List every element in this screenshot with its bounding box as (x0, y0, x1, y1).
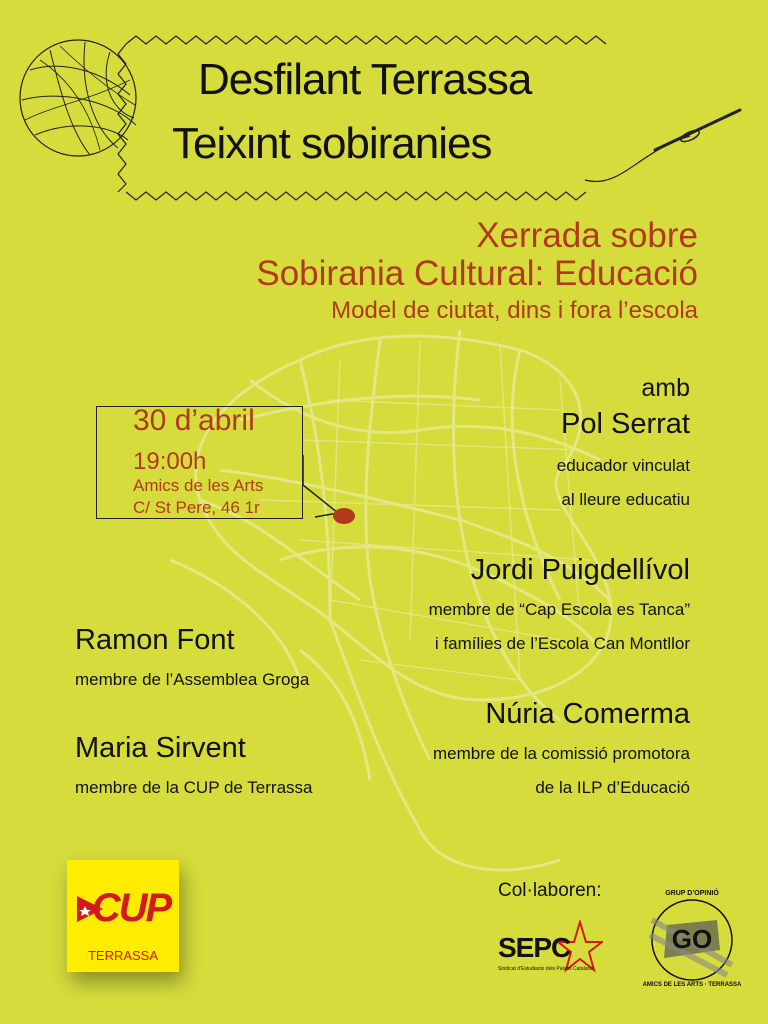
speaker-role-pol-2: al lleure educatiu (561, 490, 690, 509)
sepc-logo (498, 920, 603, 975)
event-time: 19:00h (133, 448, 207, 475)
go-logo-text: GO (671, 924, 713, 954)
event-date: 30 d’abril (133, 404, 255, 437)
talk-subject: Sobirania Cultural: Educació (256, 254, 698, 293)
speaker-name-ramon: Ramon Font (75, 624, 235, 656)
go-ring-top-text: GRUP D’OPINIÓ (665, 890, 719, 897)
cup-terrassa-logo (67, 860, 179, 972)
stitch-frame (0, 0, 768, 210)
go-ring-bottom-text: AMICS DE LES ARTS · TERRASSA (642, 982, 742, 988)
collaborators-label: Col·laboren: (498, 880, 602, 901)
sepc-logo-subtitle: Sindicat d’Estudiants dels Països Catalans (498, 966, 593, 972)
speaker-name-maria: Maria Sirvent (75, 732, 246, 764)
cup-logo-text: CUP (91, 886, 171, 930)
speaker-name-jordi: Jordi Puigdellívol (470, 554, 690, 586)
speaker-name-pol: Pol Serrat (561, 408, 690, 440)
title-line-1: Desfilant Terrassa (198, 55, 532, 104)
event-address: C/ St Pere, 46 1r (133, 498, 260, 517)
speaker-role-jordi-2: i famílies de l’Escola Can Montllor (434, 634, 690, 653)
speakers-intro: amb (641, 374, 690, 402)
cup-logo-subtitle: TERRASSA (87, 948, 159, 963)
needle-icon (585, 110, 740, 182)
speaker-role-nuria-1: membre de la comissió promotora (433, 744, 690, 763)
speaker-role-ramon: membre de l’Assemblea Groga (75, 670, 310, 689)
grup-opinio-logo (632, 880, 752, 1000)
speaker-role-nuria-2: de la ILP d’Educació (535, 778, 690, 797)
sepc-logo-text: SEPC (498, 932, 571, 963)
speaker-role-maria: membre de la CUP de Terrassa (75, 778, 313, 797)
speaker-name-nuria: Núria Comerma (485, 698, 690, 730)
yarn-ball-icon (20, 40, 136, 156)
talk-subtitle: Model de ciutat, dins i fora l’escola (331, 297, 698, 324)
speaker-role-pol-1: educador vinculat (556, 456, 690, 475)
event-venue: Amics de les Arts (133, 476, 264, 495)
talk-heading: Xerrada sobre (476, 216, 698, 255)
location-pin-icon (333, 508, 355, 524)
speaker-role-jordi-1: membre de “Cap Escola es Tanca” (428, 600, 690, 619)
callout-pointer (290, 455, 370, 535)
title-line-2: Teixint sobiranies (172, 119, 492, 168)
